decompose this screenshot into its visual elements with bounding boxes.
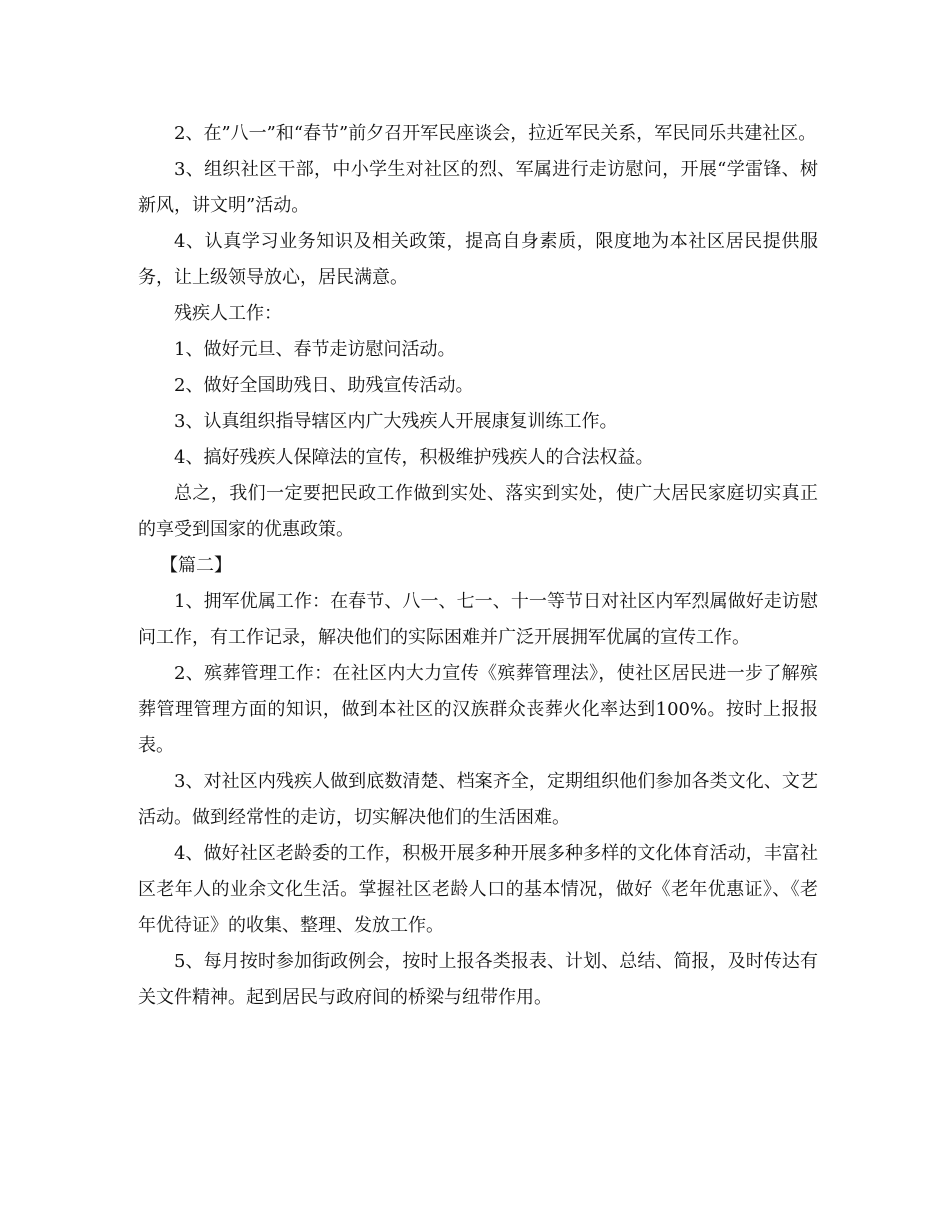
paragraph-part2-3: 3、对社区内残疾人做到底数清楚、档案齐全，定期组织他们参加各类文化、文艺活动。做到经常性的走访，切实解决他们的生活困难。: [138, 771, 818, 828]
paragraph-item-3: 3、组织社区干部，中小学生对社区的烈、军属进行走访慰问，开展“学雷锋、树新风，讲文明”活动。: [138, 159, 818, 216]
paragraph-disabled-4: 4、搞好残疾人保障法的宣传，积极维护残疾人的合法权益。: [174, 447, 654, 468]
paragraph-item-2: 2、在”八一”和“春节”前夕召开军民座谈会，拉近军民关系，军民同乐共建社区。: [174, 123, 817, 144]
paragraph-part2-4: 4、做好社区老龄委的工作，积极开展多种开展多种多样的文化体育活动，丰富社区老年人的业余文化生活。掌握社区老龄人口的基本情况，做好《老年优惠证》、《老年优待证》的收集、整理、发放工作。: [138, 843, 818, 936]
paragraph-disabled-3: 3、认真组织指导辖区内广大残疾人开展康复训练工作。: [174, 411, 618, 432]
document-body: [138, 116, 818, 1016]
paragraph-part2-5: 5、每月按时参加街政例会，按时上报各类报表、计划、总结、简报，及时传达有关文件精神。起到居民与政府间的桥梁与纽带作用。: [138, 951, 818, 1008]
paragraph-item-4: 4、认真学习业务知识及相关政策，提高自身素质，限度地为本社区居民提供服务，让上级领导放心，居民满意。: [138, 231, 818, 288]
paragraph-summary: 总之，我们一定要把民政工作做到实处、落实到实处，使广大居民家庭切实真正的享受到国家的优惠政策。: [138, 483, 818, 540]
section-heading-disabled-work: 残疾人工作：: [174, 303, 282, 324]
paragraph-part2-1: 1、拥军优属工作：在春节、八一、七一、十一等节日对社区内军烈属做好走访慰问工作，有工作记录，解决他们的实际困难并广泛开展拥军优属的宣传工作。: [138, 591, 818, 648]
section-heading-part-two: 【篇二】: [160, 555, 232, 576]
paragraph-disabled-1: 1、做好元旦、春节走访慰问活动。: [174, 339, 456, 360]
paragraph-part2-2: 2、殡葬管理工作：在社区内大力宣传《殡葬管理法》，使社区居民进一步了解殡葬管理管理方面的知识，做到本社区的汉族群众丧葬火化率达到100%。按时上报报表。: [138, 663, 818, 756]
paragraph-disabled-2: 2、做好全国助残日、助残宣传活动。: [174, 375, 474, 396]
